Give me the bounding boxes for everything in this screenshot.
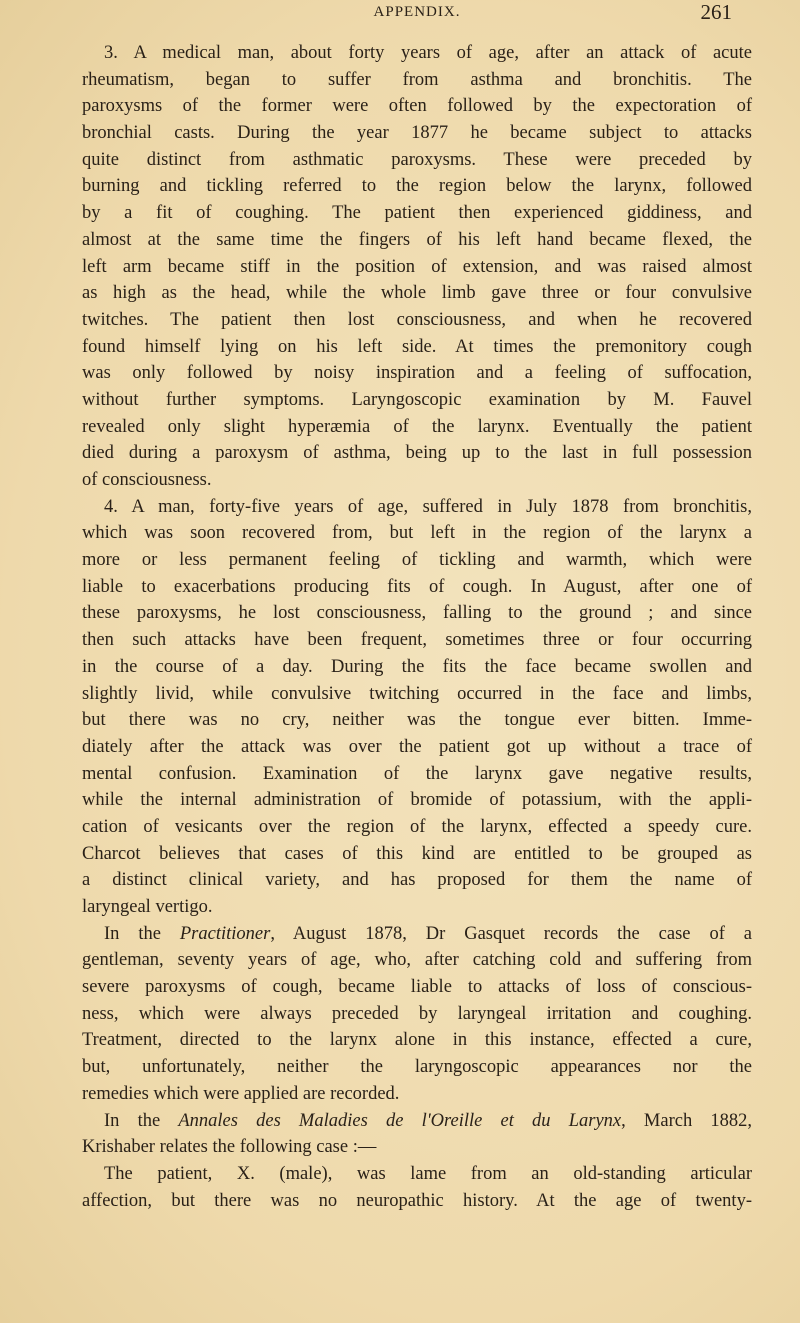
text-line: then such attacks have been frequent, sometimes three or four occurring bbox=[82, 630, 752, 651]
text-line: these paroxysms, he lost consciousness, falling to the ground ; and since bbox=[82, 603, 752, 624]
text-line: liable to exacerbations producing fits of cough. In August, after one of bbox=[82, 576, 752, 597]
text-line: but there was no cry, neither was the tongue ever bitten. Imme- bbox=[82, 710, 752, 731]
text-line: mental confusion. Examination of the larynx gave negative results, bbox=[82, 763, 752, 784]
italic-title: Practitioner bbox=[179, 923, 271, 944]
text-line: revealed only slight hyperæmia of the larynx. Eventually the patient bbox=[82, 416, 752, 437]
text-line: slightly livid, while convulsive twitching occurred in the face and limbs, bbox=[82, 683, 752, 704]
text-line: laryngeal vertigo. bbox=[82, 897, 213, 917]
text-line: found himself lying on his left side. At times the premonitory cough bbox=[82, 336, 752, 357]
text-line: affection, but there was no neuropathic history. At the age of twenty- bbox=[82, 1190, 752, 1211]
text-line: by a fit of coughing. The patient then experienced giddiness, and bbox=[82, 203, 752, 224]
text-line: died during a paroxysm of asthma, being up to the last in full possession bbox=[82, 443, 752, 464]
text-line: gentleman, seventy years of age, who, after catching cold and suffering from bbox=[82, 950, 752, 971]
paragraph bbox=[82, 921, 752, 1108]
text-span: , August 1878, Dr Gasquet records the case of a bbox=[270, 923, 752, 944]
text-line: almost at the same time the fingers of his left hand became flexed, the bbox=[82, 229, 752, 250]
text-line: without further symptoms. Laryngoscopic examination by M. Fauvel bbox=[82, 389, 752, 410]
text-line: ness, which were always preceded by laryngeal irritation and coughing. bbox=[82, 1003, 752, 1024]
text-line bbox=[82, 1108, 752, 1135]
italic-title: Annales des Maladies de l'Oreille et du Larynx bbox=[178, 1110, 622, 1131]
text-line: while the internal administration of bromide of potassium, with the appli- bbox=[82, 790, 752, 811]
text-line: severe paroxysms of cough, became liable to attacks of loss of conscious- bbox=[82, 977, 752, 998]
text-line: more or less permanent feeling of tickling and warmth, which were bbox=[82, 550, 752, 571]
text-line: quite distinct from asthmatic paroxysms. These were preceded by bbox=[82, 149, 752, 170]
text-line: Treatment, directed to the larynx alone in this instance, effected a cure, bbox=[82, 1030, 752, 1051]
text-line: burning and tickling referred to the region below the larynx, followed bbox=[82, 176, 752, 197]
running-title: APPENDIX. bbox=[373, 4, 461, 20]
running-header bbox=[82, 2, 752, 24]
body-text bbox=[82, 40, 752, 1214]
text-line: a distinct clinical variety, and has proposed for them the name of bbox=[82, 870, 752, 891]
text-line: which was soon recovered from, but left in the region of the larynx a bbox=[82, 523, 752, 544]
text-span: , March 1882, bbox=[621, 1110, 752, 1131]
text-line: left arm became stiff in the position of extension, and was raised almost bbox=[82, 256, 752, 277]
paragraph bbox=[82, 1161, 752, 1214]
text-span: In the bbox=[104, 923, 180, 944]
text-line: remedies which were applied are recorded. bbox=[82, 1083, 400, 1104]
paragraph bbox=[82, 40, 752, 494]
text-line: The patient, X. (male), was lame from an old-standing articular bbox=[104, 1163, 752, 1184]
text-line: Charcot believes that cases of this kind are entitled to be grouped as bbox=[82, 843, 752, 864]
text-line: 4. A man, forty-five years of age, suffered in July 1878 from bronchitis, bbox=[104, 496, 752, 517]
page-number: 261 bbox=[700, 0, 732, 24]
text-line bbox=[82, 921, 752, 948]
text-line: 3. A medical man, about forty years of age, after an attack of acute bbox=[104, 43, 752, 63]
text-line: as high as the head, while the whole limb gave three or four convulsive bbox=[82, 283, 752, 304]
text-span: In the bbox=[104, 1110, 179, 1131]
text-line: twitches. The patient then lost consciousness, and when he recovered bbox=[82, 309, 752, 330]
text-line: Krishaber relates the following case :— bbox=[82, 1137, 377, 1158]
text-line: of consciousness. bbox=[82, 470, 212, 490]
text-line: cation of vesicants over the region of the larynx, effected a speedy cure. bbox=[82, 816, 752, 837]
text-line: in the course of a day. During the fits the face became swollen and bbox=[82, 656, 752, 677]
text-line: was only followed by noisy inspiration and a feeling of suffocation, bbox=[82, 363, 752, 384]
paragraph bbox=[82, 494, 752, 921]
text-line: but, unfortunately, neither the laryngoscopic appearances nor the bbox=[82, 1057, 752, 1078]
text-line: diately after the attack was over the patient got up without a trace of bbox=[82, 736, 752, 757]
text-line: rheumatism, began to suffer from asthma and bronchitis. The bbox=[82, 69, 752, 90]
paragraph bbox=[82, 1108, 752, 1161]
text-line: paroxysms of the former were often followed by the expectoration of bbox=[82, 96, 752, 117]
text-line: bronchial casts. During the year 1877 he became subject to attacks bbox=[82, 123, 752, 144]
